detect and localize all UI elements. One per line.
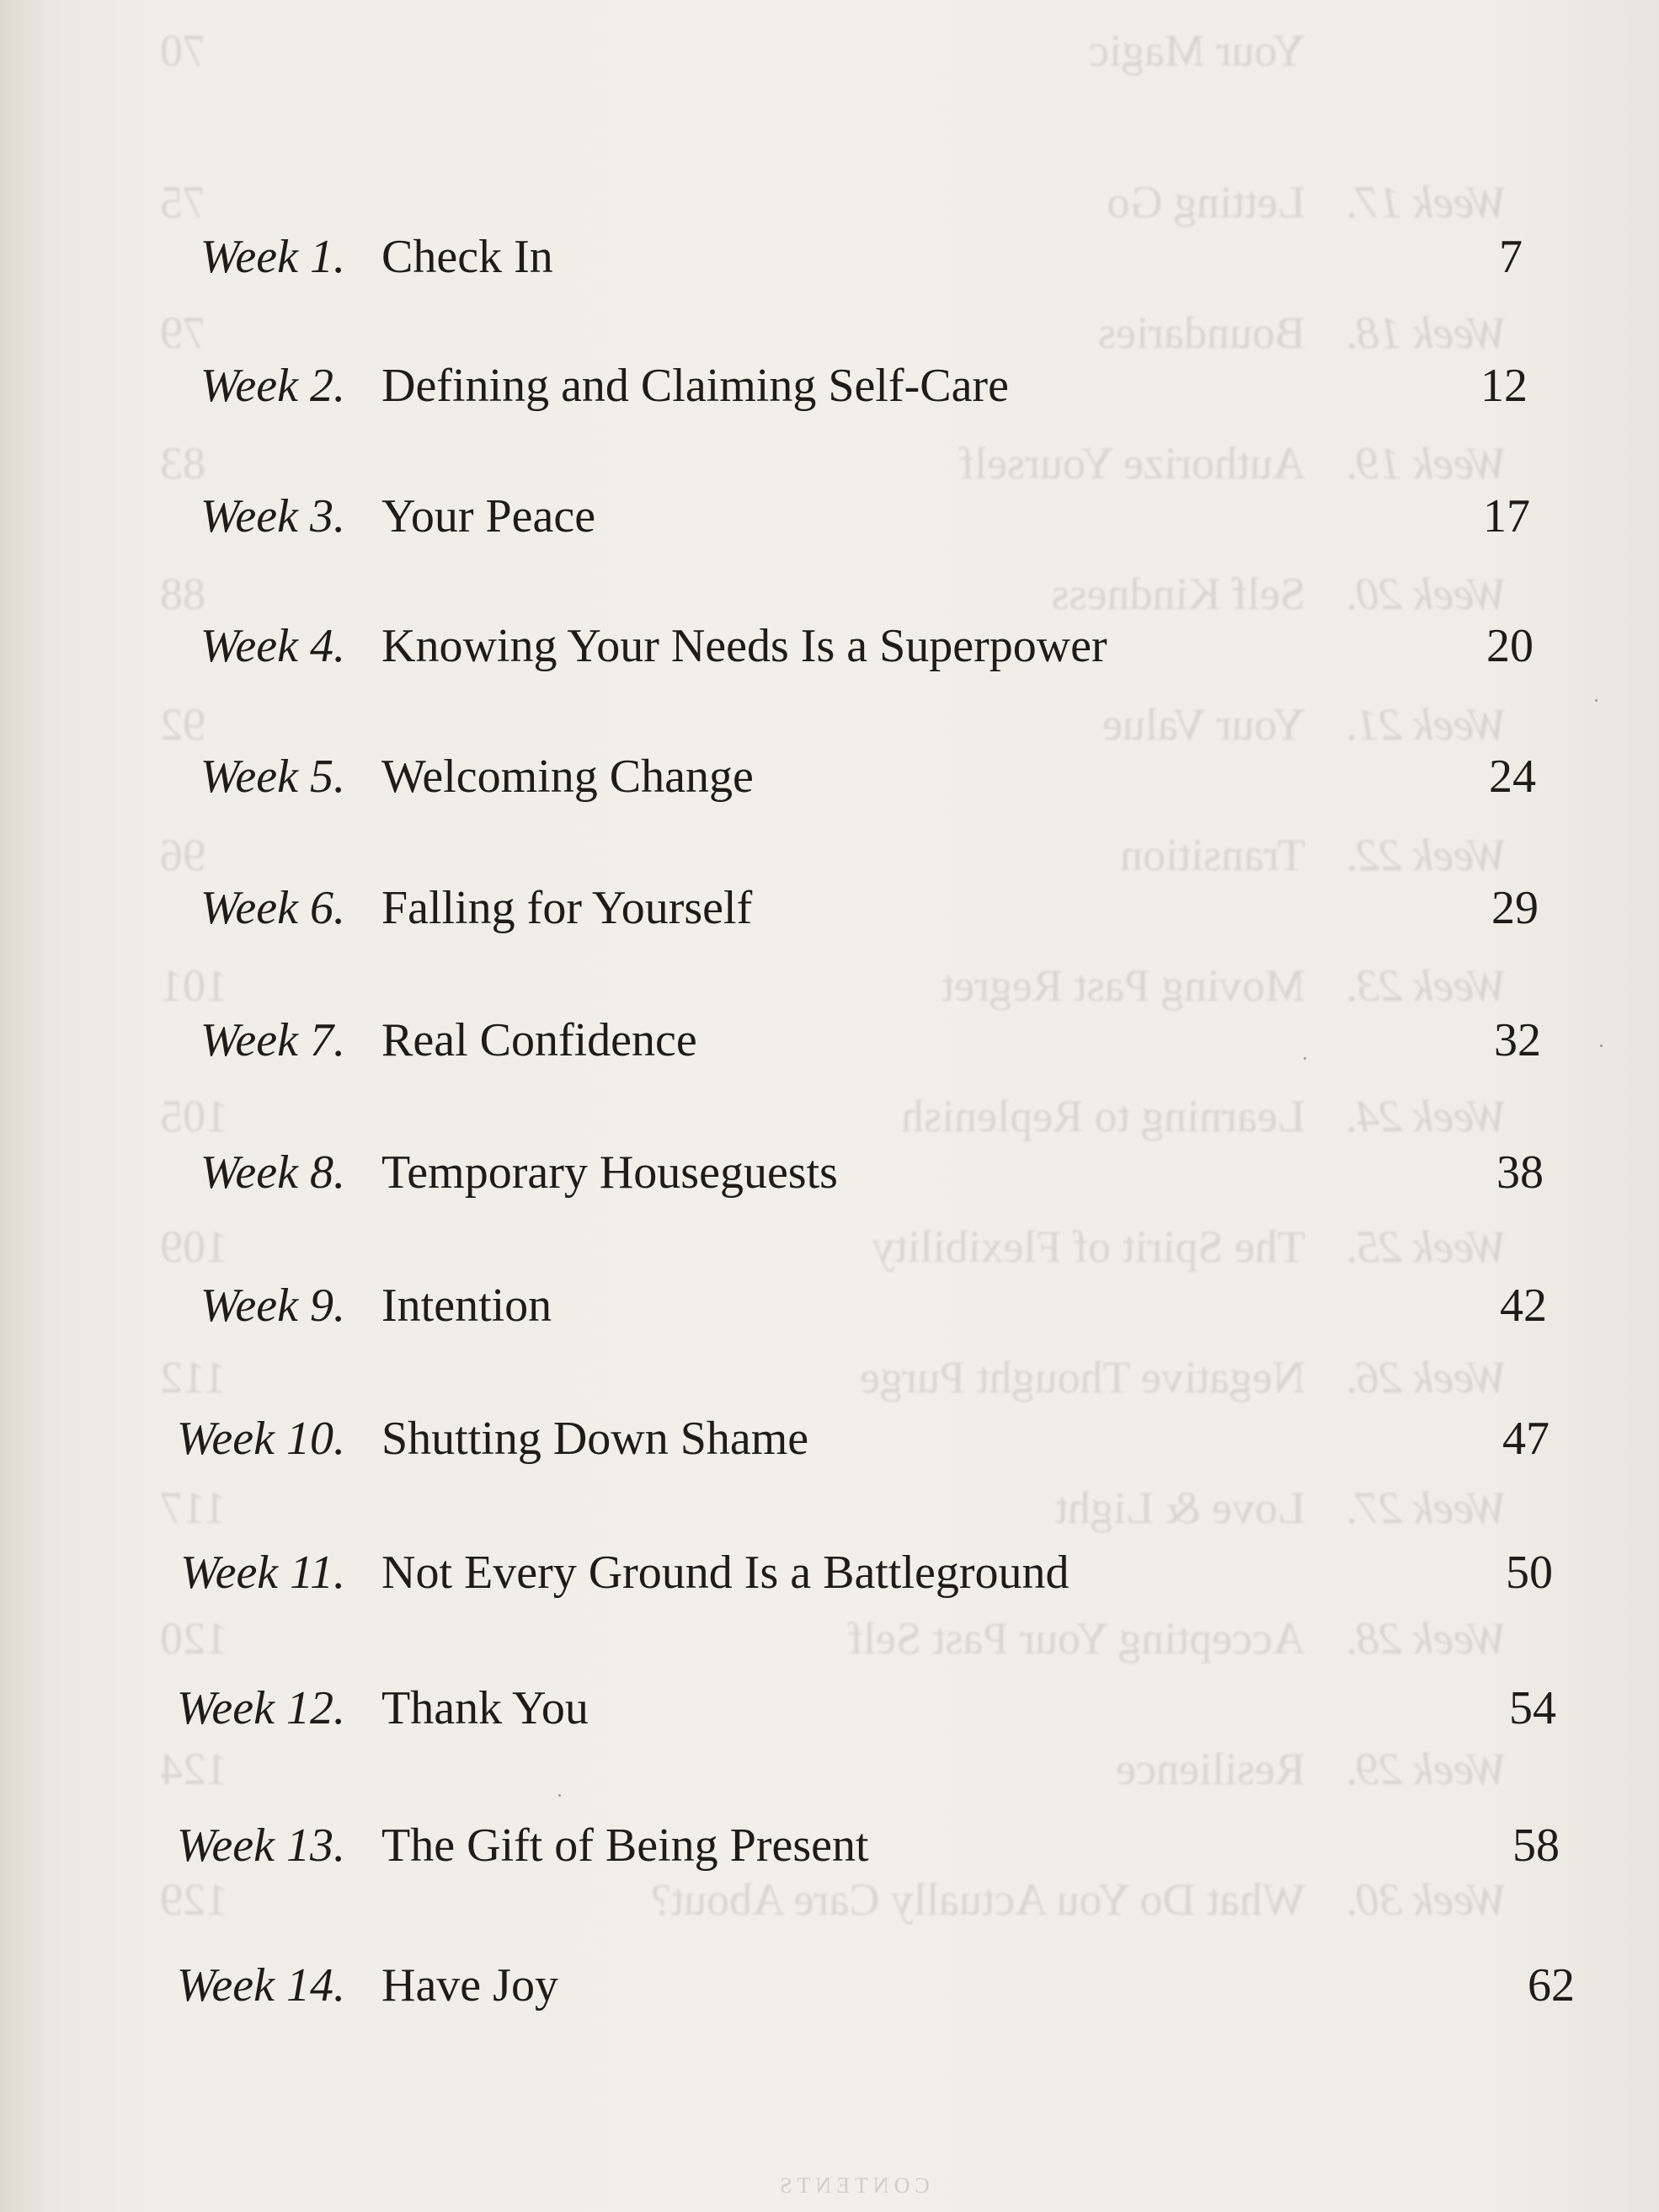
bleed-through-page: 120 bbox=[160, 1613, 228, 1664]
bleed-through-week: Week 29. bbox=[1345, 1744, 1507, 1794]
week-label: Week 5. bbox=[200, 751, 345, 803]
week-label: Week 11. bbox=[180, 1547, 345, 1599]
bleed-through-title: Transition bbox=[1119, 830, 1305, 880]
week-label: Week 9. bbox=[200, 1280, 345, 1332]
toc-entry bbox=[0, 1401, 1659, 1477]
bleed-through-title: Boundaries bbox=[1098, 307, 1305, 358]
week-label: Week 2. bbox=[200, 360, 345, 412]
bleed-through-page: 101 bbox=[160, 960, 228, 1011]
entry-title: Temporary Houseguests bbox=[381, 1146, 838, 1199]
week-label: Week 4. bbox=[200, 620, 345, 672]
bleed-through-week: Week 22. bbox=[1345, 830, 1507, 880]
page-number: 7 bbox=[1499, 231, 1523, 283]
bleed-through-page: 88 bbox=[160, 569, 205, 619]
page-number: 42 bbox=[1500, 1280, 1547, 1332]
bleed-through-week: Week 24. bbox=[1345, 1091, 1507, 1141]
bleed-through-title: Your Value bbox=[1102, 699, 1305, 750]
bleed-through-page: 117 bbox=[160, 1483, 227, 1533]
page-number: 47 bbox=[1502, 1413, 1550, 1465]
bleed-through-week: Week 30. bbox=[1345, 1874, 1507, 1925]
toc-entry bbox=[0, 1268, 1659, 1344]
bleed-through-row bbox=[0, 1605, 1659, 1672]
week-label: Week 1. bbox=[200, 231, 345, 283]
week-label: Week 14. bbox=[176, 1959, 345, 2012]
bleed-through-title: Your Magic bbox=[1088, 25, 1305, 76]
entry-title: The Gift of Being Present bbox=[381, 1819, 869, 1872]
bleed-through-title: Authorize Yourself bbox=[959, 438, 1305, 489]
entry-title: Falling for Yourself bbox=[381, 882, 753, 934]
bleed-through-week: Week 20. bbox=[1345, 569, 1507, 619]
bleed-through-week: Week 26. bbox=[1345, 1352, 1507, 1403]
week-label: Week 13. bbox=[176, 1819, 345, 1872]
entry-title: Defining and Claiming Self-Care bbox=[381, 360, 1009, 412]
bleed-through-week: Week 23. bbox=[1345, 960, 1507, 1011]
bleed-through-title: Moving Past Regret bbox=[942, 960, 1305, 1011]
toc-entry bbox=[0, 1135, 1659, 1210]
toc-entry bbox=[0, 1808, 1659, 1883]
entry-title: Check In bbox=[381, 231, 553, 283]
paper-speck bbox=[1595, 699, 1598, 702]
toc-entry bbox=[0, 219, 1659, 295]
page-number: 50 bbox=[1506, 1547, 1553, 1599]
toc-entry bbox=[0, 1535, 1659, 1611]
bleed-through-title: Learning to Replenish bbox=[901, 1091, 1305, 1141]
bleed-through-page: 70 bbox=[160, 25, 205, 76]
bleed-through-title: Love & Light bbox=[1055, 1483, 1305, 1533]
bleed-through-page: 92 bbox=[160, 699, 205, 750]
page-number: 20 bbox=[1486, 620, 1534, 672]
entry-title: Knowing Your Needs Is a Superpower bbox=[381, 620, 1107, 672]
entry-title: Have Joy bbox=[381, 1959, 558, 2012]
bleed-through-title: The Spirit of Flexibility bbox=[872, 1221, 1305, 1272]
bleed-through-title: Accepting Your Past Self bbox=[848, 1613, 1305, 1664]
bleed-through-title: What Do You Actually Care About? bbox=[651, 1874, 1305, 1925]
page-number: 17 bbox=[1483, 490, 1530, 542]
toc-entry bbox=[0, 739, 1659, 815]
toc-entry bbox=[0, 478, 1659, 554]
page-number: 29 bbox=[1491, 882, 1539, 934]
week-label: Week 6. bbox=[200, 882, 345, 934]
bleed-through-footer: CONTENTS bbox=[775, 2173, 930, 2198]
toc-entry bbox=[0, 1948, 1659, 2023]
paper-speck bbox=[558, 1794, 561, 1797]
week-label: Week 8. bbox=[200, 1146, 345, 1199]
toc-entry bbox=[0, 608, 1659, 684]
paper-speck bbox=[1600, 1045, 1603, 1047]
bleed-through-page: 83 bbox=[160, 438, 205, 489]
bleed-through-week: Week 25. bbox=[1345, 1221, 1507, 1272]
toc-entry bbox=[0, 1002, 1659, 1078]
entry-title: Shutting Down Shame bbox=[381, 1413, 809, 1465]
bleed-through-week: Week 17. bbox=[1345, 177, 1507, 227]
toc-entry bbox=[0, 348, 1659, 424]
week-label: Week 7. bbox=[200, 1014, 345, 1066]
page-number: 38 bbox=[1496, 1146, 1544, 1199]
toc-entry bbox=[0, 1670, 1659, 1746]
week-label: Week 12. bbox=[176, 1682, 345, 1734]
bleed-through-week: Week 21. bbox=[1345, 699, 1507, 750]
page-number: 58 bbox=[1512, 1819, 1560, 1872]
bleed-through-title: Letting Go bbox=[1107, 177, 1305, 227]
entry-title: Intention bbox=[381, 1280, 552, 1332]
bleed-through-page: 105 bbox=[160, 1091, 228, 1141]
week-label: Week 3. bbox=[200, 490, 345, 542]
page-number: 24 bbox=[1489, 751, 1536, 803]
bleed-through-page: 124 bbox=[160, 1744, 228, 1794]
paper-speck bbox=[1304, 1057, 1306, 1060]
bleed-through-page: 96 bbox=[160, 830, 205, 880]
bleed-through-week: Week 19. bbox=[1345, 438, 1507, 489]
entry-title: Not Every Ground Is a Battleground bbox=[381, 1547, 1070, 1599]
bleed-through-row bbox=[0, 17, 1659, 84]
bleed-through-week: Week 18. bbox=[1345, 307, 1507, 358]
entry-title: Your Peace bbox=[381, 490, 596, 542]
week-label: Week 10. bbox=[176, 1413, 345, 1465]
page-number: 62 bbox=[1528, 1959, 1575, 2012]
entry-title: Real Confidence bbox=[381, 1014, 697, 1066]
bleed-through-title: Resilience bbox=[1116, 1744, 1305, 1794]
bleed-through-week: Week 28. bbox=[1345, 1613, 1507, 1664]
entry-title: Welcoming Change bbox=[381, 751, 754, 803]
bleed-through-page: 109 bbox=[160, 1221, 228, 1272]
page-number: 54 bbox=[1509, 1682, 1556, 1734]
bleed-through-page: 112 bbox=[160, 1352, 227, 1403]
toc-entry bbox=[0, 870, 1659, 946]
bleed-through-page: 79 bbox=[160, 307, 205, 358]
bleed-through-row bbox=[0, 1474, 1659, 1541]
page-number: 32 bbox=[1494, 1014, 1541, 1066]
bleed-through-title: Negative Thought Purge bbox=[860, 1352, 1305, 1403]
bleed-through-page: 129 bbox=[160, 1874, 228, 1925]
page-number: 12 bbox=[1480, 360, 1528, 412]
bleed-through-week: Week 27. bbox=[1345, 1483, 1507, 1533]
bleed-through-page: 75 bbox=[160, 177, 205, 227]
bleed-through-title: Self Kindness bbox=[1051, 569, 1305, 619]
entry-title: Thank You bbox=[381, 1682, 589, 1734]
